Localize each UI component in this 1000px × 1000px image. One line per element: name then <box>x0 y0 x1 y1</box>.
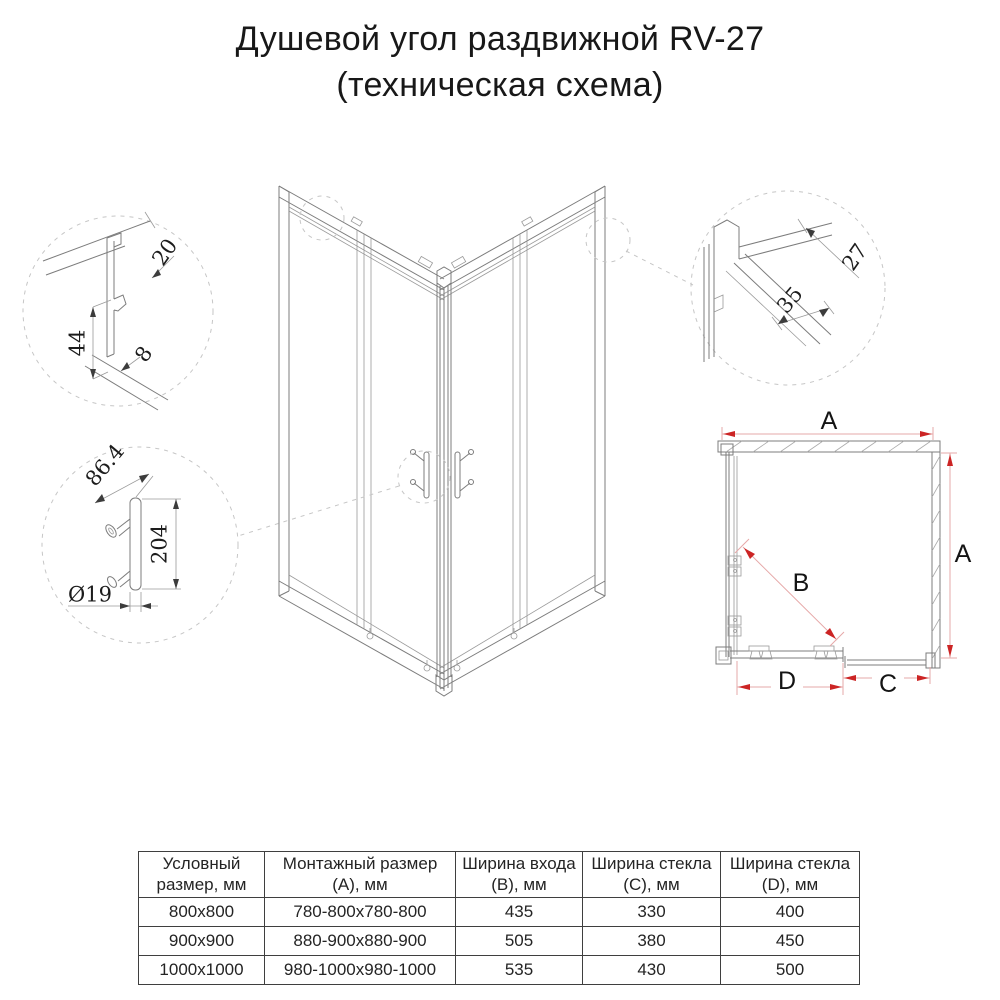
plan-left-glass <box>726 452 729 657</box>
cell-glass-c: 380 <box>583 927 721 956</box>
plan-label-c: C <box>878 670 898 698</box>
plan-top-wall <box>718 441 940 452</box>
plan-dimension-a-side <box>941 453 972 658</box>
cell-glass-d: 500 <box>721 956 860 985</box>
header-glass-width-d: Ширина стекла (D), мм <box>721 852 860 898</box>
plan-dimension-b <box>735 539 844 646</box>
detail-callout-circles <box>238 196 693 536</box>
cell-nominal: 900x900 <box>139 927 265 956</box>
dim-diameter-19: Ø19 <box>68 582 112 607</box>
callout-circle-top-rail <box>300 196 344 240</box>
dim-86-4: 86.4 <box>80 439 130 491</box>
cell-glass-c: 330 <box>583 898 721 927</box>
cell-glass-d: 400 <box>721 898 860 927</box>
leader-to-handle-detail <box>238 486 399 536</box>
cell-mounting: 980-1000x980-1000 <box>265 956 456 985</box>
header-glass-width-c: Ширина стекла (C), мм <box>583 852 721 898</box>
cell-entry: 505 <box>456 927 583 956</box>
table-header-row <box>139 852 860 898</box>
detail-circle-wall-profile <box>691 191 885 385</box>
leader-to-wall-profile-detail <box>626 251 693 285</box>
isometric-view <box>238 186 693 696</box>
table-row <box>139 956 860 985</box>
plan-right-rail <box>845 656 926 668</box>
corner-post <box>436 267 452 696</box>
table-row <box>139 927 860 956</box>
dim-27: 27 <box>837 239 873 275</box>
page-title-line1: Душевой угол раздвижной RV-27 <box>235 20 765 58</box>
detail-circle-profile-top <box>23 212 213 410</box>
header-entry-width: Ширина входа (B), мм <box>456 852 583 898</box>
cell-nominal: 800x800 <box>139 898 265 927</box>
cell-mounting: 880-900x880-900 <box>265 927 456 956</box>
dimensions-table <box>138 851 860 985</box>
cell-entry: 435 <box>456 898 583 927</box>
dim-20: 20 <box>147 234 183 270</box>
plan-label-b: B <box>792 569 810 597</box>
plan-label-a-side: A <box>954 540 972 568</box>
cell-glass-c: 430 <box>583 956 721 985</box>
header-nominal-size: Условный размер, мм <box>139 852 265 898</box>
right-wall <box>440 186 605 689</box>
header-mounting-size: Монтажный размер (A), мм <box>265 852 456 898</box>
plan-view <box>716 407 972 698</box>
cell-entry: 535 <box>456 956 583 985</box>
cell-mounting: 780-800x780-800 <box>265 898 456 927</box>
dim-204: 204 <box>147 523 172 565</box>
left-wall <box>279 186 444 689</box>
table-row <box>139 898 860 927</box>
plan-bottom-rail <box>730 647 843 662</box>
plan-label-d: D <box>777 667 797 695</box>
dim-8: 8 <box>130 341 158 367</box>
callout-circle-wall-post <box>586 218 630 262</box>
page-title-line2: (техническая схема) <box>336 66 664 104</box>
detail-circle-handle <box>42 439 238 643</box>
plan-label-a-top: A <box>820 407 838 435</box>
dim-35: 35 <box>772 282 808 318</box>
plan-dimension-d <box>737 661 843 695</box>
cell-glass-d: 450 <box>721 927 860 956</box>
dim-44: 44 <box>65 329 90 357</box>
plan-dimension-a-top <box>722 407 933 440</box>
plan-dimension-c <box>843 667 930 698</box>
cell-nominal: 1000x1000 <box>139 956 265 985</box>
